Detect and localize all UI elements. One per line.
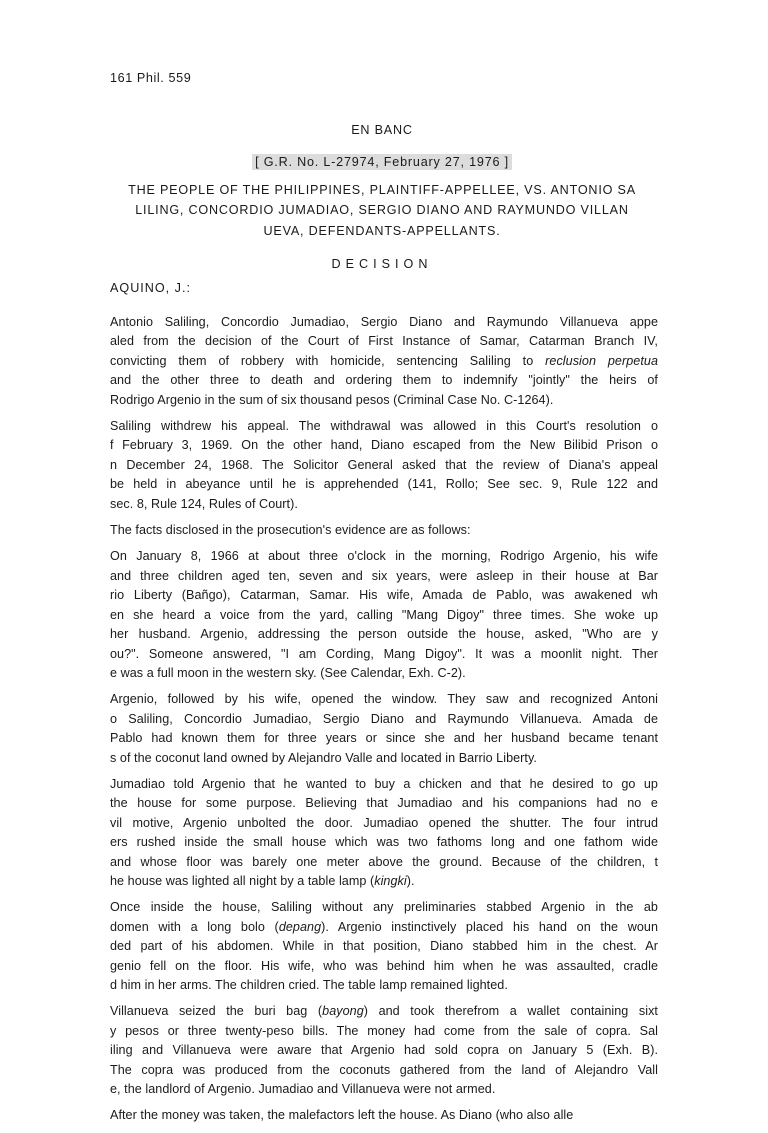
body-line: be held in abeyance until he is apprehended (141, Rollo; See sec. 9, Rule 122 and: [110, 477, 658, 492]
body-line: f February 3, 1969. On the other hand, Diano escaped from the New Bilibid Prison o: [110, 438, 658, 453]
body-line: en she heard a voice from the yard, calling "Mang Digoy" three times. She woke up: [110, 607, 658, 622]
body-line: d him in her arms. The children cried. The table lamp remained lighted.: [110, 978, 508, 992]
body-line: aled from the decision of the Court of First Instance of Samar, Catarman Branch IV,: [110, 334, 658, 349]
body-line: e, the landlord of Argenio. Jumadiao and Villanueva were not armed.: [110, 1082, 496, 1097]
body-line: The facts disclosed in the prosecution's evidence are as follows:: [110, 523, 471, 538]
decision-body: [110, 313, 658, 1133]
case-citation: 161 Phil. 559: [110, 71, 192, 85]
body-line: The copra was produced from the coconuts gathered from the land of Alejandro Vall: [110, 1062, 658, 1077]
body-line: her husband. Argenio, addressing the person outside the house, asked, "Who are y: [110, 627, 658, 642]
body-paragraph: [110, 547, 658, 683]
decision-title: DECISION: [331, 257, 433, 271]
italic-term: reclusion perpetua: [545, 353, 658, 368]
case-caption: [105, 180, 659, 241]
body-paragraph: [110, 775, 658, 891]
italic-term: depang: [278, 919, 322, 934]
italic-term: kingki: [374, 873, 407, 888]
body-line: iling and Villanueva were aware that Argenio had sold copra on January 5 (Exh. B).: [110, 1043, 658, 1058]
body-paragraph: [110, 690, 658, 768]
body-line: s of the coconut land owned by Alejandro Valle and located in Barrio Liberty.: [110, 750, 537, 765]
body-line: he house was lighted all night by a table lamp (kingki).: [110, 873, 415, 888]
body-paragraph: [110, 898, 658, 995]
body-line: n December 24, 1968. The Solicitor General asked that the review of Diana's appeal: [110, 457, 658, 472]
gr-number: [105, 153, 659, 172]
body-line: Rodrigo Argenio in the sum of six thousand pesos (Criminal Case No. C-1264).: [110, 392, 554, 407]
body-line: genio fell on the floor. His wife, who was behind him when he was assaulted, cradle: [110, 958, 658, 973]
body-line: sec. 8, Rule 124, Rules of Court).: [110, 496, 298, 511]
ponente: AQUINO, J.:: [110, 281, 191, 295]
body-line: Jumadiao told Argenio that he wanted to buy a chicken and that he desired to go up: [110, 776, 658, 791]
body-paragraph: [110, 417, 658, 514]
body-line: ou?". Someone answered, "I am Cording, Mang Digoy". It was a moonlit night. Ther: [110, 646, 658, 661]
body-line: ers rushed inside the small house which was two fathoms long and one fathom wide: [110, 835, 658, 850]
body-line: and the other three to death and ordering them to indemnify "jointly" the heirs of: [110, 373, 658, 388]
court-division: EN BANC: [351, 123, 413, 137]
body-line: ded part of his abdomen. While in that position, Diano stabbed him in the chest. Ar: [110, 939, 658, 954]
caption-line: THE PEOPLE OF THE PHILIPPINES, PLAINTIFF-APPELLEE, VS. ANTONIO SA: [128, 183, 636, 197]
caption-line: LILING, CONCORDIO JUMADIAO, SERGIO DIANO AND RAYMUNDO VILLAN: [135, 203, 629, 218]
body-line: Saliling withdrew his appeal. The withdrawal was allowed in this Court's resolution o: [110, 419, 658, 434]
body-line: Antonio Saliling, Concordio Jumadiao, Sergio Diano and Raymundo Villanueva appe: [110, 315, 658, 329]
body-line: convicting them of robbery with homicide, sentencing Saliling to reclusion perpetua: [110, 353, 658, 368]
body-line: vil motive, Argenio unbolted the door. Jumadiao opened the shutter. The four intrud: [110, 815, 658, 830]
body-line: rio Liberty (Bañgo), Catarman, Samar. His wife, Amada de Pablo, was awakened wh: [110, 588, 658, 603]
body-line: y pesos or three twenty-peso bills. The money had come from the sale of copra. Sal: [110, 1023, 658, 1038]
body-paragraph: [110, 313, 658, 410]
gr-number-highlight: [ G.R. No. L-27974, February 27, 1976 ]: [252, 154, 512, 170]
body-line: After the money was taken, the malefactors left the house. As Diano (who also alle: [110, 1108, 574, 1123]
body-line: and three children aged ten, seven and six years, were asleep in their house at Bar: [110, 568, 658, 583]
body-line: the house for some purpose. Believing that Jumadiao and his companions had no e: [110, 796, 658, 811]
body-line: Once inside the house, Saliling without any preliminaries stabbed Argenio in the ab: [110, 900, 658, 915]
body-line: Villanueva seized the buri bag (bayong) and took therefrom a wallet containing sixt: [110, 1004, 658, 1019]
body-paragraph: [110, 1002, 658, 1099]
body-line: Pablo had known them for three years or since she and her husband became tenant: [110, 731, 658, 746]
body-line: domen with a long bolo (depang). Argenio instinctively placed his hand on the woun: [110, 919, 658, 934]
body-line: On January 8, 1966 at about three o'clock in the morning, Rodrigo Argenio, his wife: [110, 549, 658, 564]
body-paragraph: [110, 521, 658, 540]
body-paragraph: [110, 1106, 658, 1125]
body-line: Argenio, followed by his wife, opened the window. They saw and recognized Antoni: [110, 692, 658, 707]
caption-line: UEVA, DEFENDANTS-APPELLANTS.: [263, 223, 501, 238]
body-line: e was a full moon in the western sky. (See Calendar, Exh. C-2).: [110, 665, 466, 680]
body-line: o Saliling, Concordio Jumadiao, Sergio Diano and Raymundo Villanueva. Amada de: [110, 711, 658, 726]
italic-term: bayong: [322, 1004, 364, 1019]
body-line: and whose floor was barely one meter above the ground. Because of the children, t: [110, 854, 658, 869]
